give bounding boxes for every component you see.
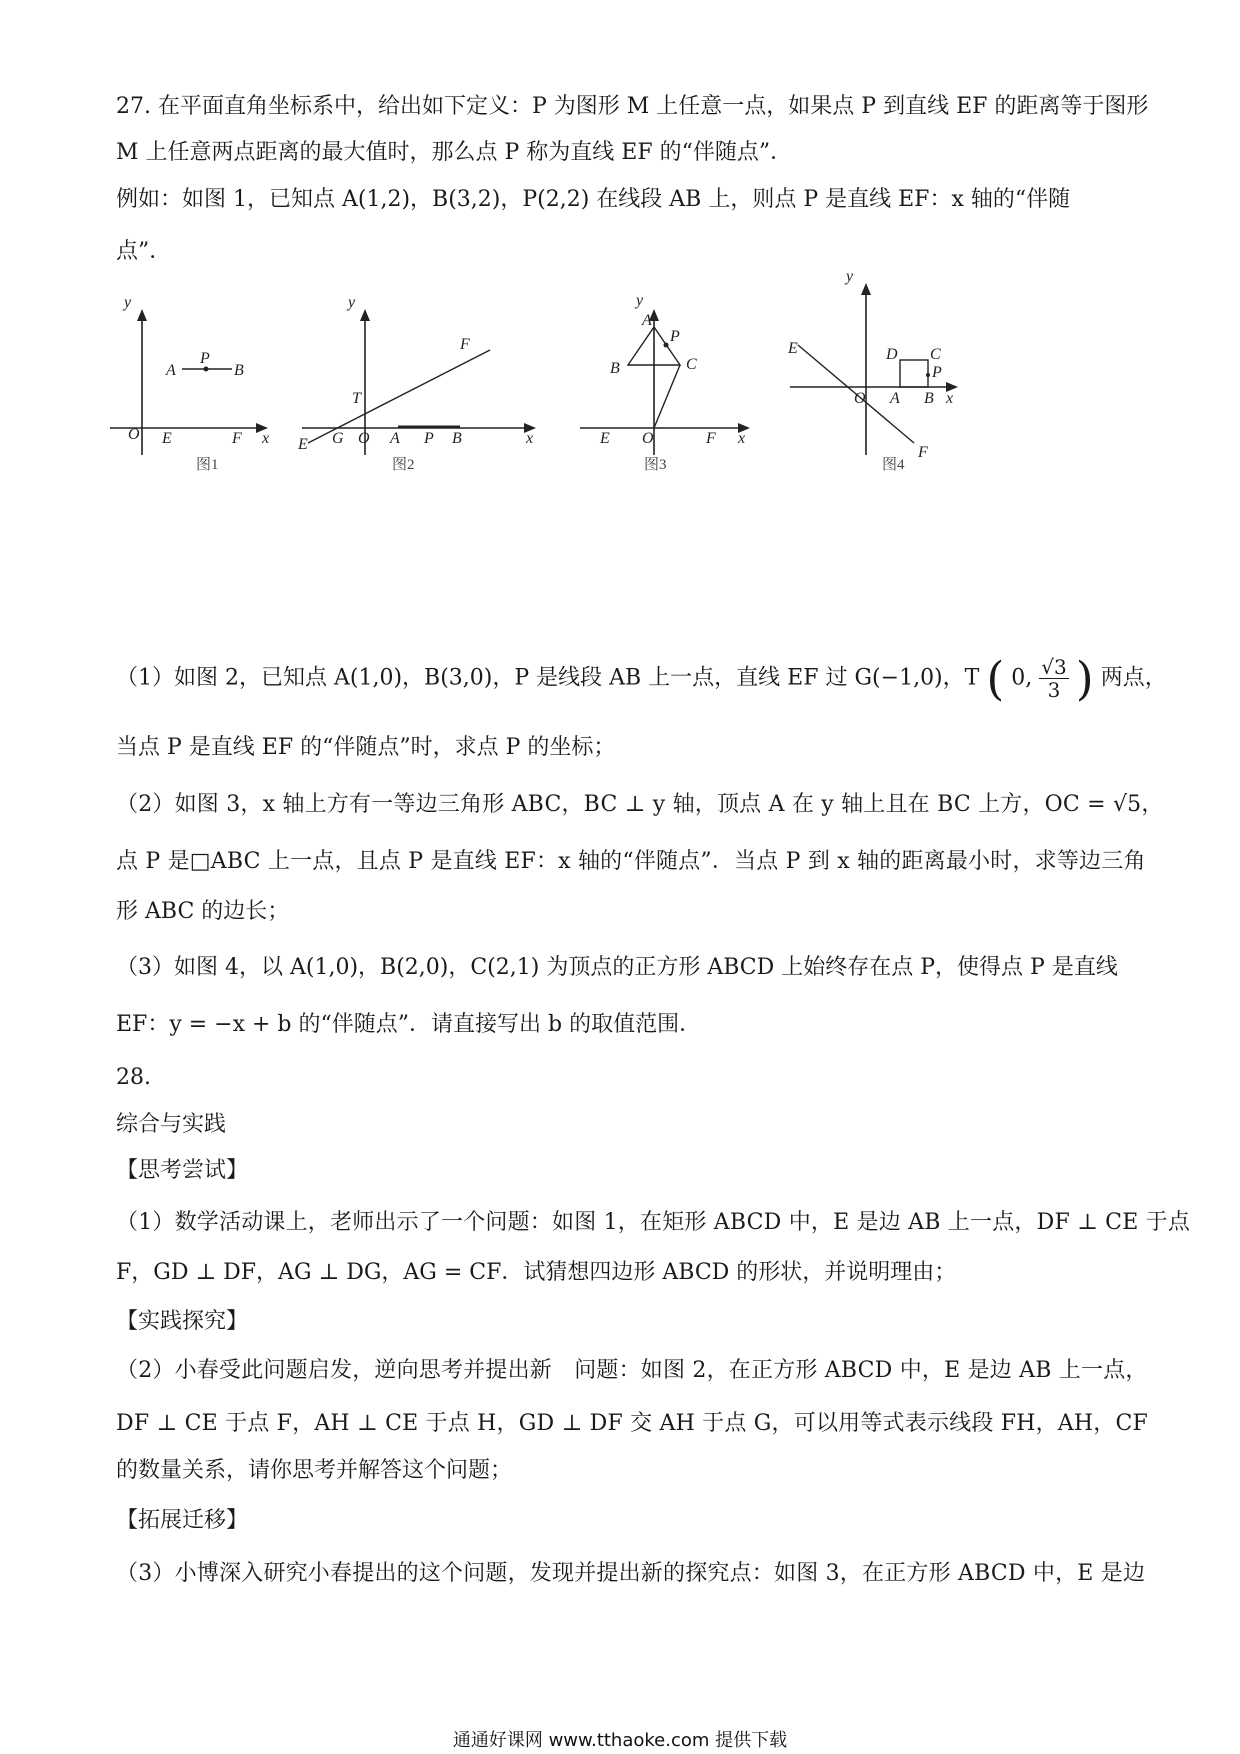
fig1-origin-label: O [128, 426, 140, 443]
fig4-e-label: E [788, 340, 798, 357]
q28-s2-line-2: DF ⊥ CE 于点 F，AH ⊥ CE 于点 H，GD ⊥ DF 交 AH 于点 G，可以用等式表示线段 FH，AH，CF [116, 1411, 1148, 1436]
fig3-e-label: E [600, 430, 610, 447]
fig1-p-label: P [200, 350, 210, 367]
sqrt3-over-3-fraction [1039, 656, 1068, 701]
fig3-origin-label: O [642, 430, 654, 447]
figure-2 [298, 294, 540, 535]
fig2-g-label: G [332, 430, 344, 447]
q27-part3-line-2: EF：y = −x + b 的“伴随点”．请直接写出 b 的取值范围． [116, 1012, 702, 1037]
fig4-origin-label: O [854, 390, 866, 407]
left-paren: ( [986, 651, 1005, 706]
q28-s1-line-1: （1）数学活动课上，老师出示了一个问题：如图 1，在矩形 ABCD 中，E 是边 AB 上一点，DF ⊥ CE 于点 [116, 1210, 1191, 1235]
q28-section-practice: 【实践探究】 [116, 1309, 249, 1334]
fig3-b-label: B [610, 360, 620, 377]
fig2-b-label: B [452, 430, 462, 447]
fig1-x-label: x [262, 430, 270, 447]
q28-title: 综合与实践 [116, 1112, 227, 1137]
fig4-p-label: P [932, 364, 942, 381]
fig3-a-label: A [642, 312, 652, 329]
fig3-y-label: y [636, 292, 644, 309]
q27-part2-line-2: 点 P 是□ABC 上一点，且点 P 是直线 EF：x 轴的“伴随点”．当点 P 到 x 轴的距离最小时，求等边三角 [116, 849, 1146, 874]
fig1-e-label: E [162, 430, 172, 447]
fig1-a-label: A [166, 362, 176, 379]
q27-part1-line-2: 当点 P 是直线 EF 的“伴随点”时，求点 P 的坐标； [116, 735, 616, 760]
figure-1 [110, 294, 300, 535]
q27-part2-line-1: （2）如图 3，x 轴上方有一等边三角形 ABC，BC ⊥ y 轴，顶点 A 在 y 轴上且在 BC 上方，OC = √5， [116, 792, 1164, 817]
figure-4 [788, 268, 990, 535]
fig2-a-label: A [390, 430, 400, 447]
fig1-y-label: y [124, 294, 132, 311]
fig4-b-label: B [924, 390, 934, 407]
fig1-caption: 图1 [196, 457, 219, 473]
q28-number: 28. [116, 1065, 151, 1090]
fig4-caption: 图4 [882, 457, 905, 473]
q27-line-3: 例如：如图 1，已知点 A(1,2)，B(3,2)，P(2,2) 在线段 AB 上，则点 P 是直线 EF：x 轴的“伴随 [116, 187, 1071, 212]
fig3-c-label: C [686, 356, 697, 373]
q27-line-4: 点”． [116, 239, 172, 264]
q27-part2-line-3: 形 ABC 的边长； [116, 899, 290, 924]
right-paren: ) [1075, 651, 1094, 706]
fig3-x-label: x [738, 430, 746, 447]
fig1-f-label: F [232, 430, 242, 447]
q28-s3-line-1: （3）小博深入研究小春提出的这个问题，发现并提出新的探究点：如图 3，在正方形 ABCD 中，E 是边 [116, 1561, 1146, 1586]
fig2-t-label: T [352, 390, 361, 407]
fig4-f-label: F [918, 444, 928, 461]
fig3-f-label: F [706, 430, 716, 447]
q27-part1-tail: 两点， [1100, 665, 1167, 691]
q28-s2-line-1: （2）小春受此问题启发，逆向思考并提出新 问题：如图 2，在正方形 ABCD 中，E 是边 AB 上一点， [116, 1358, 1148, 1383]
fig3-p-label: P [670, 328, 680, 345]
q28-section-extend: 【拓展迁移】 [116, 1508, 249, 1533]
figure-row [110, 268, 1120, 535]
fig2-caption: 图2 [392, 457, 415, 473]
figure-3 [580, 292, 770, 535]
fig4-a-label: A [890, 390, 900, 407]
q27-line-1: 27. 在平面直角坐标系中，给出如下定义：P 为图形 M 上任意一点，如果点 P 到直线 EF 的距离等于图形 [116, 94, 1149, 119]
q27-part1-point: 0, [1011, 665, 1033, 691]
fig4-y-label: y [846, 268, 854, 285]
q27-line-2: M 上任意两点距离的最大值时，那么点 P 称为直线 EF 的“伴随点”． [116, 140, 793, 165]
fig2-p-label: P [424, 430, 434, 447]
fraction-denominator: 3 [1047, 678, 1061, 702]
fig4-x-label: x [946, 390, 954, 407]
q27-part1-line-1 [116, 651, 1167, 706]
fig2-x-label: x [526, 430, 534, 447]
fig2-y-label: y [348, 294, 356, 311]
fig1-b-label: B [234, 362, 244, 379]
q28-s1-line-2: F，GD ⊥ DF，AG ⊥ DG，AG = CF．试猜想四边形 ABCD 的形状，并说明理由； [116, 1260, 957, 1285]
footer-watermark: 通通好课网 www.tthaoke.com 提供下载 [452, 1730, 788, 1751]
fig2-e-label: E [298, 436, 308, 453]
q28-section-think: 【思考尝试】 [116, 1158, 249, 1183]
fig4-c-label: C [930, 346, 941, 363]
fraction-numerator: √3 [1041, 655, 1067, 679]
fig3-caption: 图3 [644, 457, 667, 473]
q28-s2-line-3: 的数量关系，请你思考并解答这个问题； [116, 1458, 513, 1483]
fig2-origin-label: O [358, 430, 370, 447]
q27-part1-text: （1）如图 2，已知点 A(1,0)，B(3,0)，P 是线段 AB 上一点，直线 EF 过 G(−1,0)，T [116, 665, 980, 691]
fig4-d-label: D [886, 346, 898, 363]
q27-part3-line-1: （3）如图 4，以 A(1,0)，B(2,0)，C(2,1) 为顶点的正方形 ABCD 上始终存在点 P，使得点 P 是直线 [116, 955, 1118, 980]
fig2-f-label: F [460, 336, 470, 353]
